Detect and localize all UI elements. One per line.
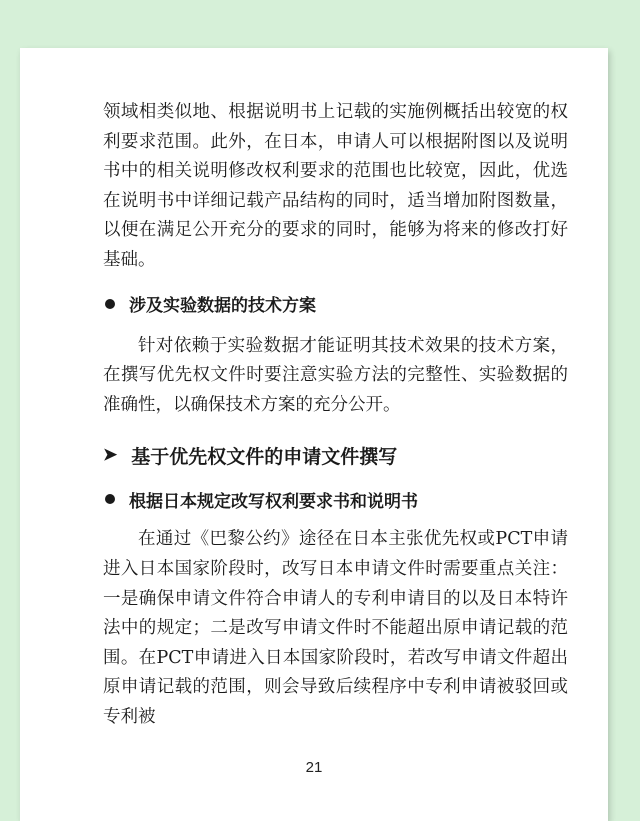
page-number: 21	[305, 759, 323, 776]
heading-text: 基于优先权文件的申请文件撰写	[131, 445, 398, 468]
heading-japan-rules	[105, 484, 568, 514]
paragraph-3: 在通过《巴黎公约》途径在日本主张优先权或PCT申请进入日本国家阶段时，改写日本申请文件时需要重点关注：一是确保申请文件符合申请人的专利申请目的以及日本特许法中的规定；二是改写申请文件时不能超出原申请记载的范围。在PCT申请进入日本国家阶段时，若改写申请文件超出原申请记载的范围，则会导致后续程序中专利申请被驳回或专利被	[103, 529, 568, 727]
heading-text: 涉及实验数据的技术方案	[129, 296, 316, 317]
filled-circle-bullet-icon	[105, 299, 115, 309]
heading-priority-application	[103, 437, 568, 473]
paragraph-2: 针对依赖于实验数据才能证明其技术效果的技术方案，在撰写优先权文件时要注意实验方法的完整性、实验数据的准确性，以确保技术方案的充分公开。	[103, 335, 568, 415]
page-content	[103, 98, 568, 733]
arrowhead-bullet-icon: ➤	[103, 444, 118, 465]
paragraph-1: 领域相类似地、根据说明书上记载的实施例概括出较宽的权利要求范围。此外，在日本，申请人可以根据附图以及说明书中的相关说明修改权利要求的范围也比较宽，因此，优选在说明书中详细记载产品结构的同时，适当增加附图数量，以便在满足公开充分的要求的同时，能够为将来的修改打好基础。	[103, 102, 568, 270]
heading-experimental-data	[105, 289, 568, 319]
document-page	[20, 48, 608, 821]
filled-circle-bullet-icon	[105, 494, 115, 504]
heading-text: 根据日本规定改写权利要求书和说明书	[129, 491, 418, 512]
